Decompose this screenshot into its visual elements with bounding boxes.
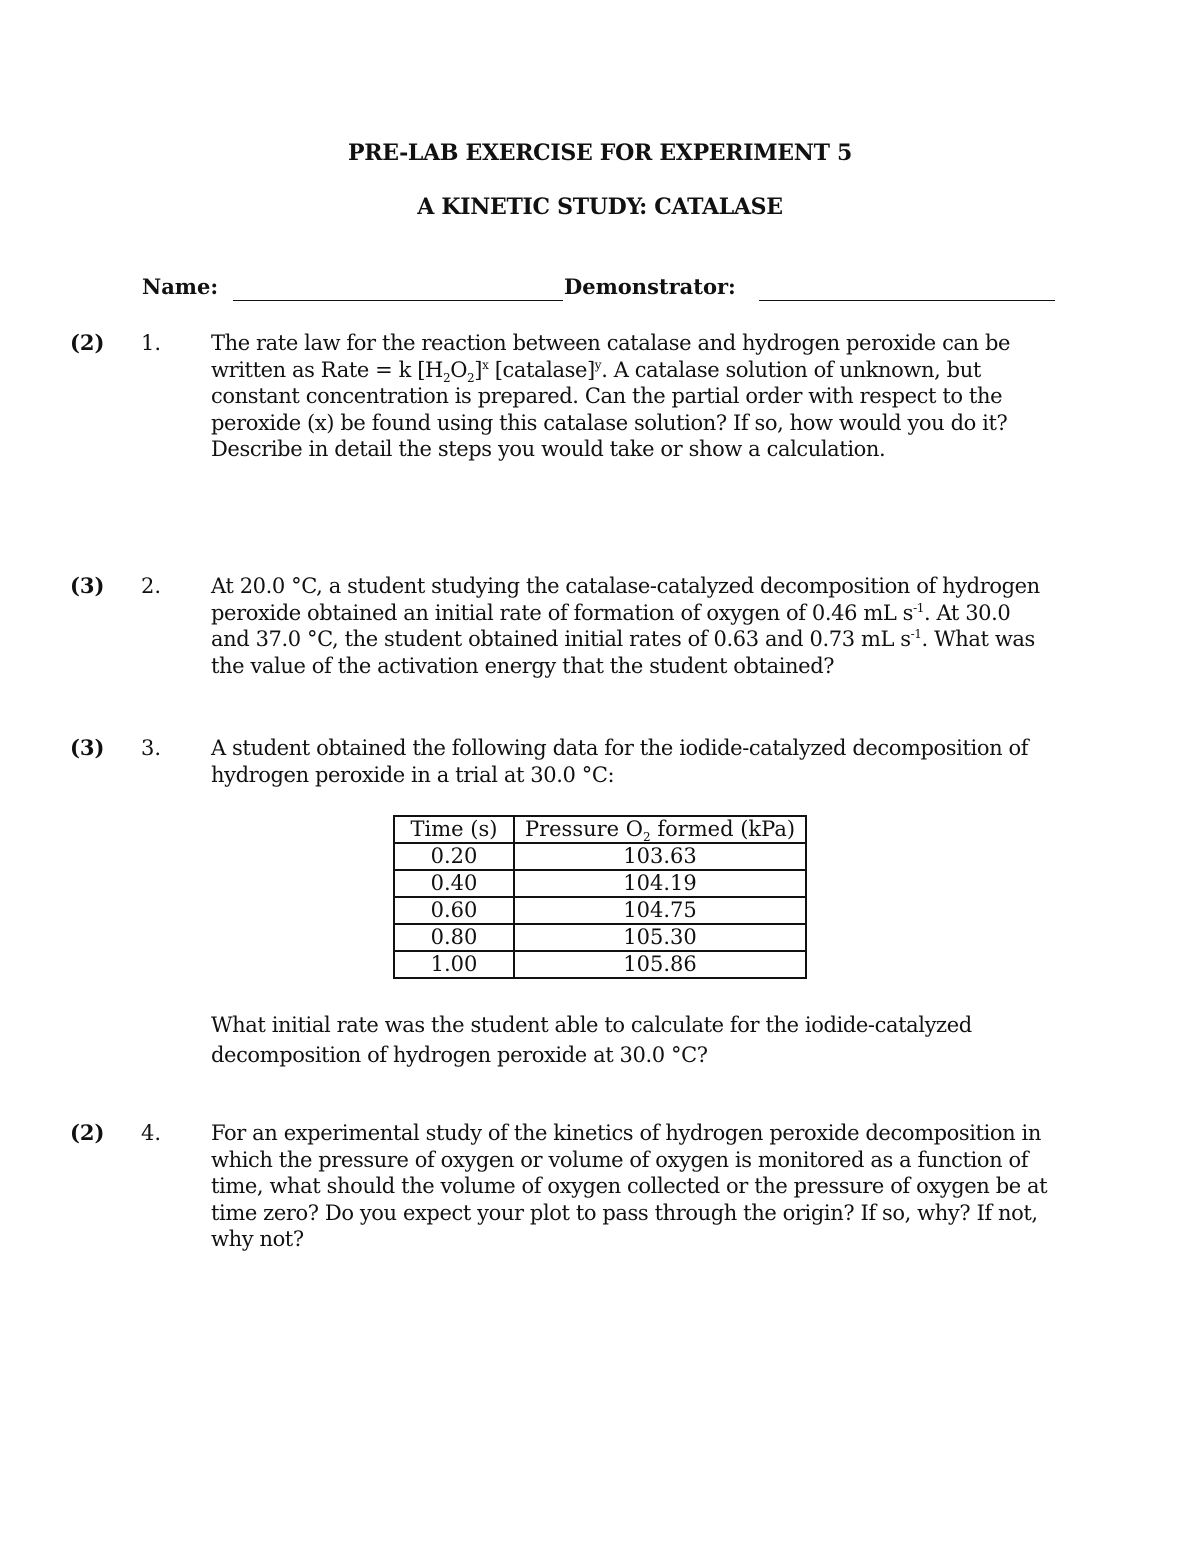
text-fragment: [catalase] [488, 357, 595, 382]
text-fragment: peroxide obtained an initial rate of formation of oxygen of 0.46 mL s [211, 600, 914, 625]
text-line: Describe in detail the steps you would take or show a calculation. [211, 437, 886, 461]
question-number: 3. [141, 736, 162, 760]
table-row [394, 897, 806, 924]
question-marks: (3) [70, 573, 105, 598]
text-line: For an experimental study of the kinetics of hydrogen peroxide decomposition in [211, 1121, 1041, 1145]
text-line: why not? [211, 1227, 304, 1251]
text-line: time, what should the volume of oxygen collected or the pressure of oxygen be at [211, 1174, 1048, 1198]
page-subtitle: A KINETIC STUDY: CATALASE [417, 194, 783, 220]
page-title: PRE-LAB EXERCISE FOR EXPERIMENT 5 [347, 140, 853, 166]
table-cell-time: 0.20 [394, 843, 514, 870]
table-header-row [394, 816, 806, 843]
column-header-pressure: Pressure $O_2$ formed (kPa) [514, 816, 806, 843]
question-marks: (3) [70, 735, 105, 760]
question-text [211, 330, 1061, 463]
text-line: the value of the activation energy that the student obtained? [211, 653, 835, 678]
text-line [211, 600, 1061, 627]
text-line: What initial rate was the student able to calculate for the iodide-catalyzed [211, 1013, 972, 1037]
text-line [211, 626, 1061, 653]
text-fragment: O [450, 357, 468, 382]
table-row [394, 870, 806, 897]
text-fragment: written as Rate = k [H [211, 357, 443, 382]
table-cell-pressure: 105.86 [514, 951, 806, 978]
text-fragment: . At 30.0 [923, 600, 1011, 625]
superscript: -1 [913, 600, 924, 615]
question-text [211, 735, 1061, 788]
text-line: At 20.0 °C, a student studying the catalase-catalyzed decomposition of hydrogen [211, 574, 1040, 598]
subscript: 2 [467, 370, 475, 385]
table-row [394, 843, 806, 870]
column-header-time: Time (s) [394, 816, 514, 843]
name-demonstrator-row [142, 274, 1057, 306]
text-fragment: and 37.0 °C, the student obtained initial rates of 0.63 and 0.73 mL s [211, 627, 911, 651]
question-text [211, 573, 1061, 679]
text-line-rate-law [211, 357, 1061, 384]
superscript: x [482, 357, 489, 372]
name-blank-line[interactable] [233, 300, 563, 301]
pressure-data-table [393, 815, 807, 979]
table-cell-pressure: 103.63 [514, 843, 806, 870]
text-fragment: . A catalase solution of unknown, but [601, 357, 981, 382]
table-cell-time: 0.60 [394, 897, 514, 924]
question-marks: (2) [70, 1120, 105, 1145]
text-line: decomposition of hydrogen peroxide at 30.0 °C? [211, 1043, 708, 1067]
text-fragment: ] [474, 357, 483, 382]
superscript: y [594, 357, 602, 372]
superscript: -1 [910, 627, 922, 641]
table-cell-time: 0.40 [394, 870, 514, 897]
table-cell-pressure: 105.30 [514, 924, 806, 951]
text-line: peroxide (x) be found using this catalase solution? If so, how would you do it? [211, 410, 1008, 435]
question-number: 4. [141, 1121, 162, 1145]
question-3-followup [211, 1010, 972, 1070]
text-fragment: . What was [921, 627, 1035, 651]
question-number: 2. [141, 574, 162, 598]
text-line: time zero? Do you expect your plot to pass through the origin? If so, why? If not, [211, 1200, 1038, 1225]
question-marks: (2) [70, 330, 105, 355]
text-line: constant concentration is prepared. Can the partial order with respect to the [211, 384, 1003, 408]
table-cell-time: 0.80 [394, 924, 514, 951]
question-number: 1. [141, 331, 162, 355]
table-cell-time: 1.00 [394, 951, 514, 978]
table-row [394, 951, 806, 978]
table-row [394, 924, 806, 951]
question-text [211, 1120, 1061, 1253]
text-line: hydrogen peroxide in a trial at 30.0 °C: [211, 762, 615, 787]
subscript: 2 [442, 370, 451, 385]
table-cell-pressure: 104.75 [514, 897, 806, 924]
text-line: A student obtained the following data for the iodide-catalyzed decomposition of [211, 736, 1029, 760]
demonstrator-blank-line[interactable] [759, 300, 1055, 301]
demonstrator-label: Demonstrator: [564, 274, 736, 299]
text-line: which the pressure of oxygen or volume of oxygen is monitored as a function of [211, 1147, 1029, 1172]
name-label: Name: [142, 274, 219, 299]
table-cell-pressure: 104.19 [514, 870, 806, 897]
text-line: The rate law for the reaction between catalase and hydrogen peroxide can be [211, 331, 1011, 355]
